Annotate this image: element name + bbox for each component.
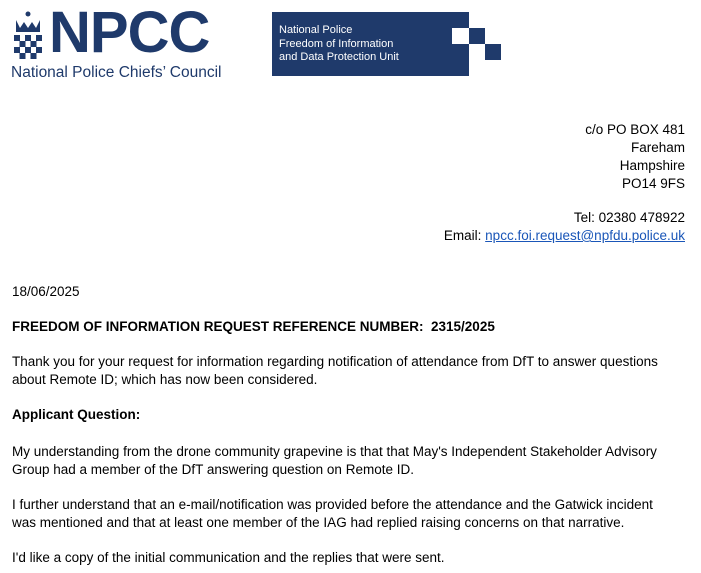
crown-crest-icon	[11, 10, 45, 60]
question-paragraph-1	[12, 443, 657, 479]
address-line: c/o PO BOX 481	[585, 122, 685, 137]
banner-line: Freedom of Information	[279, 37, 394, 50]
paragraph-line: My understanding from the drone community grapevine is that that May's Independent Stakeholder Advisory	[12, 444, 657, 459]
paragraph-line: was mentioned and that at least one member of the IAG had replied raising concerns on that narrative.	[12, 515, 625, 530]
paragraph-line: about Remote ID; which has now been considered.	[12, 372, 318, 387]
email-line	[444, 227, 685, 245]
address-line: Fareham	[630, 140, 685, 155]
question-paragraph-3: I'd like a copy of the initial communication and the replies that were sent.	[12, 550, 445, 565]
org-name: National Police Chiefs’ Council	[11, 64, 222, 81]
paragraph-line: Group had a member of the DfT answering question on Remote ID.	[12, 462, 414, 477]
question-heading: Applicant Question:	[12, 407, 141, 422]
banner-text	[279, 24, 399, 65]
banner-line: and Data Protection Unit	[279, 51, 399, 63]
telephone: Tel: 02380 478922	[573, 210, 685, 225]
reference-number: 2315/2025	[431, 319, 495, 334]
reference-label: FREEDOM OF INFORMATION REQUEST REFERENCE NUMBER:	[12, 319, 424, 334]
address-block	[585, 121, 685, 193]
paragraph-line: I further understand that an e-mail/notification was provided before the attendance and the Gatwick incident	[12, 497, 653, 512]
email-link[interactable]: npcc.foi.request@npfdu.police.uk	[485, 228, 685, 243]
email-label: Email:	[443, 228, 486, 243]
question-paragraph-2	[12, 496, 653, 532]
address-line: PO14 9FS	[621, 176, 685, 191]
banner-line: National Police	[279, 24, 353, 36]
address-line: Hampshire	[619, 158, 685, 173]
logo-text: NPCC	[49, 0, 210, 65]
intro-paragraph	[12, 353, 658, 389]
paragraph-line: Thank you for your request for information regarding notification of attendance from DfT to answer questions	[12, 354, 658, 369]
letter-date: 18/06/2025	[12, 284, 80, 299]
reference-heading	[12, 318, 495, 336]
contact-block	[444, 209, 685, 245]
